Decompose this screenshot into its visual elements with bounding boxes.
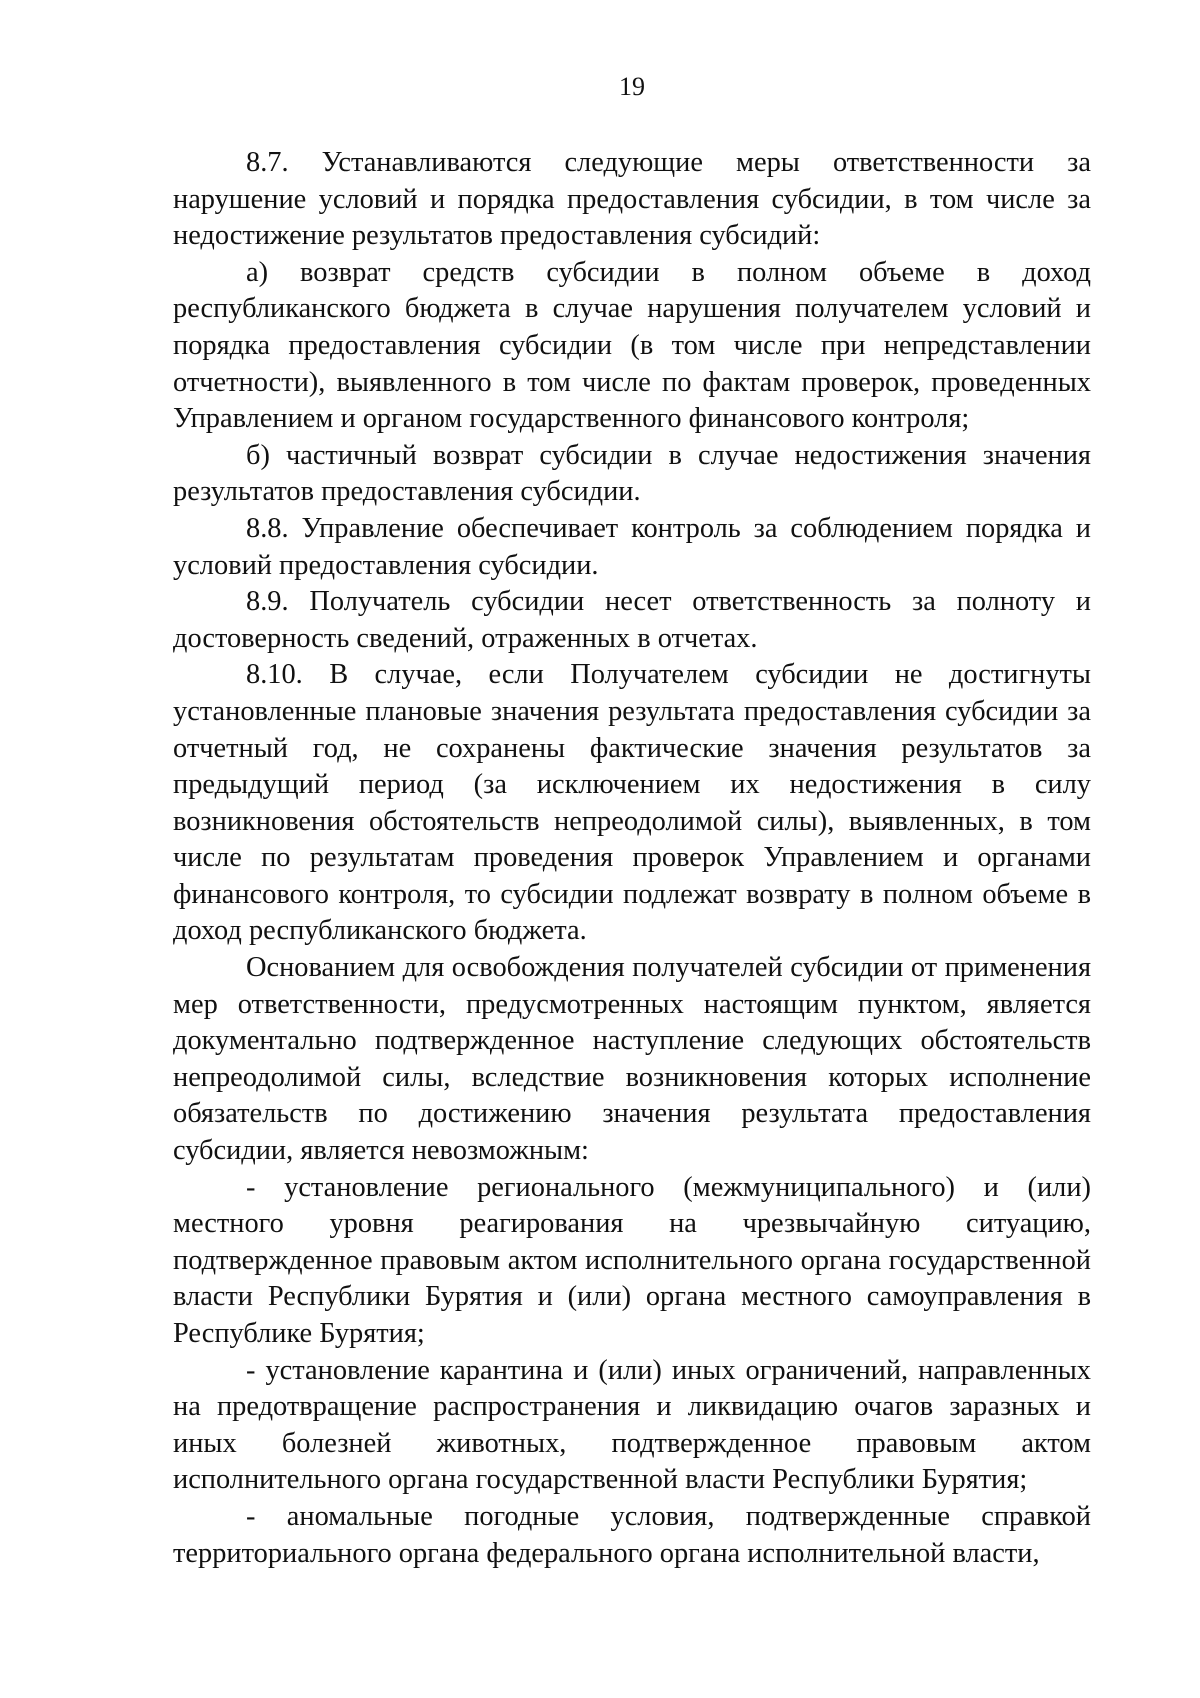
paragraph-8-7: 8.7. Устанавливаются следующие меры ответственности за нарушение условий и порядка предоставления субсидии, в том числе за недостижение результатов предоставления субсидий: <box>173 147 1091 252</box>
paragraph-8-8: 8.8. Управление обеспечивает контроль за соблюдением порядка и условий предоставления субсидии. <box>173 512 1091 581</box>
paragraph-8-7-a: а) возврат средств субсидии в полном объеме в доход республиканского бюджета в случае нарушения получателем условий и порядка предоставления субсидии (в том числе при непредставлении отчетности), выявленного в том числе по фактам проверок, проведенных Управлением и органом государственного финансового контроля; <box>173 256 1091 435</box>
paragraph-exemption-basis: Основанием для освобождения получателей субсидии от применения мер ответственности, предусмотренных настоящим пунктом, является документально подтвержденное наступление следующих обстоятельств непреодолимой силы, вследствие возникновения которых исполнение обязательств по достижению значения результата предоставления субсидии, является невозможным: <box>173 952 1091 1167</box>
list-item-emergency-response: - установление регионального (межмуниципального) и (или) местного уровня реагирования на чрезвычайную ситуацию, подтвержденное правовым актом исполнительного органа государственной власти Республики Бурятия и (или) органа местного самоуправления в Республике Бурятия; <box>173 1171 1091 1349</box>
paragraph-8-7-b: б) частичный возврат субсидии в случае недостижения значения результатов предоставления субсидии. <box>173 439 1091 508</box>
page-number: 19 <box>619 72 645 101</box>
list-item-weather-conditions: - аномальные погодные условия, подтвержденные справкой территориального органа федерального органа исполнительной власти, <box>173 1500 1091 1569</box>
paragraph-8-9: 8.9. Получатель субсидии несет ответственность за полноту и достоверность сведений, отраженных в отчетах. <box>173 586 1091 654</box>
document-body <box>173 145 1091 1572</box>
paragraph-8-10: 8.10. В случае, если Получателем субсидии не достигнуты установленные плановые значения результата предоставления субсидии за отчетный год, не сохранены фактические значения результатов за предыдущий период (за исключением их недостижения в силу возникновения обстоятельств непреодолимой силы), выявленных, в том числе по результатам проведения проверок Управлением и органами финансового контроля, то субсидии подлежат возврату в полном объеме в доход республиканского бюджета. <box>173 659 1091 947</box>
list-item-quarantine: - установление карантина и (или) иных ограничений, направленных на предотвращение распространения и ликвидацию очагов заразных и иных болезней животных, подтвержденное правовым актом исполнительного органа государственной власти Республики Бурятия; <box>173 1354 1091 1496</box>
